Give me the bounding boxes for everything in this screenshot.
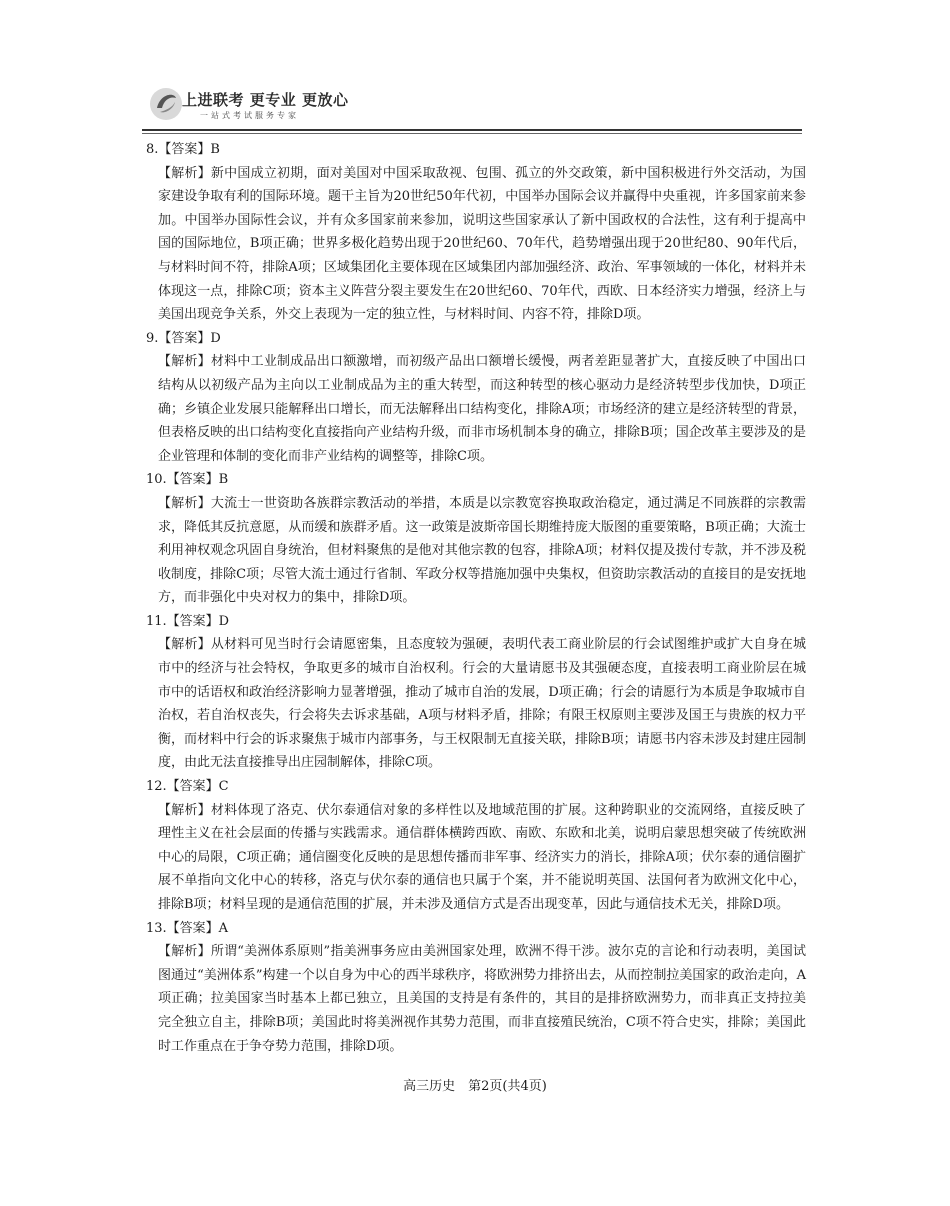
explanation-text: 【解析】材料中工业制成品出口额激增，而初级产品出口额增长缓慢，两者差距显著扩大，直接反映了中国出口结构从以初级产品为主向以工业制成品为主的重大转型，而这种转型的核心驱动力是经济转型步伐加快，D项正确；乡镇企业发展只能解释出口增长，而无法解释出口结构变化，排除A项；市场经济的建立是经济转型的背景，但表格反映的出口结构变化直接指向产业结构升级，而非市场机制本身的确立，排除B项；国企改革主要涉及的是企业管理和体制的变化而非产业结构的调整等，排除C项。 [158,354,806,464]
header-rule-thin [142,133,802,134]
answer-label: 12.【答案】C [146,779,229,795]
answer-label: 10.【答案】B [146,472,229,488]
question-10 [146,468,806,610]
answer-label: 11.【答案】D [146,613,230,629]
answer-label: 9.【答案】D [146,330,221,346]
answer-content [146,138,806,1058]
question-9 [146,327,806,469]
brand-slogan: 上进联考 更专业 更放心 [182,91,349,109]
question-11 [146,610,806,775]
explanation-text: 【解析】材料体现了洛克、伏尔泰通信对象的多样性以及地域范围的扩展。这种跨职业的交流网络，直接反映了理性主义在社会层面的传播与实践需求。通信群体横跨西欧、南欧、东欧和北美，说明启蒙思想突破了传统欧洲中心的局限，C项正确；通信圈变化反映的是思想传播而非军事、经济实力的消长，排除A项；伏尔泰的通信圈扩展不单指向文化中心的转移，洛克与伏尔泰的通信也只属于个案，并不能说明英国、法国何者为欧洲文化中心，排除B项；材料呈现的是通信范围的扩展，并未涉及通信方式是否出现变革，因此与通信技术无关，排除D项。 [158,802,806,912]
question-8 [146,138,806,327]
page-header [142,86,802,132]
explanation-text: 【解析】新中国成立初期，面对美国对中国采取敌视、包围、孤立的外交政策，新中国积极进行外交活动，为国家建设争取有利的国际环境。题干主旨为20世纪50年代初，中国举办国际会议并赢得中央重视，许多国家前来参加。中国举办国际性会议，并有众多国家前来参加，说明这些国家承认了新中国政权的合法性，这有利于提高中国的国际地位，B项正确；世界多极化趋势出现于20世纪60、70年代，趋势增强出现于20世纪80、90年代后，与材料时间不符，排除A项；区域集团化主要体现在区域集团内部加强经济、政治、军事领域的一体化，材料并未体现这一点，排除C项；资本主义阵营分裂主要发生在20世纪60、70年代，西欧、日本经济实力增强，经济上与美国出现竞争关系，外交上表现为一定的独立性，与材料时间、内容不符，排除D项。 [158,165,806,323]
brand-logo-icon [148,86,184,122]
page-footer: 高三历史 第2页(共4页) [403,1079,547,1094]
explanation-text: 【解析】所谓“美洲体系原则”指美洲事务应由美洲国家处理，欧洲不得干涉。波尔克的言论和行动表明，美国试图通过“美洲体系”构建一个以自身为中心的西半球秩序，将欧洲势力排挤出去，从而控制拉美国家的政治走向，A项正确；拉美国家当时基本上都已独立，且美国的支持是有条件的，其目的是排挤欧洲势力，而非真正支持拉美完全独立自主，排除B项；美国此时将美洲视作其势力范围，而非直接殖民统治，C项不符合史实，排除；美国此时工作重点在于争夺势力范围，排除D项。 [158,944,806,1054]
answer-label: 13.【答案】A [146,920,229,936]
explanation-text: 【解析】大流士一世资助各族群宗教活动的举措，本质是以宗教宽容换取政治稳定，通过满足不同族群的宗教需求，降低其反抗意愿，从而缓和族群矛盾。这一政策是波斯帝国长期维持庞大版图的重要策略，B项正确；大流士利用神权观念巩固自身统治，但材料聚焦的是他对其他宗教的包容，排除A项；材料仅提及拨付专款，并不涉及税收制度，排除C项；尽管大流士通过行省制、军政分权等措施加强中央集权，但资助宗教活动的直接目的是安抚地方，而非强化中央对权力的集中，排除D项。 [158,495,806,606]
header-rule-thick [142,129,802,131]
question-13 [146,917,806,1059]
brand-tagline: 一站式考试服务专家 [200,111,299,120]
explanation-text: 【解析】从材料可见当时行会请愿密集，且态度较为强硬，表明代表工商业阶层的行会试图维护或扩大自身在城市中的经济与社会特权，争取更多的城市自治权利。行会的大量请愿书及其强硬态度，直接表明工商业阶层在城市中的话语权和政治经济影响力显著增强，推动了城市自治的发展，D项正确；行会的请愿行为本质是争取城市自治权，若自治权丧失，行会将失去诉求基础，A项与材料矛盾，排除；有限王权原则主要涉及国王与贵族的权力平衡，而材料中行会的诉求聚焦于城市内部事务，与王权限制无直接关联，排除B项；请愿书内容未涉及封建庄园制度，由此无法直接推导出庄园制解体，排除C项。 [158,637,806,771]
question-12 [146,775,806,917]
answer-label: 8.【答案】B [146,142,220,157]
